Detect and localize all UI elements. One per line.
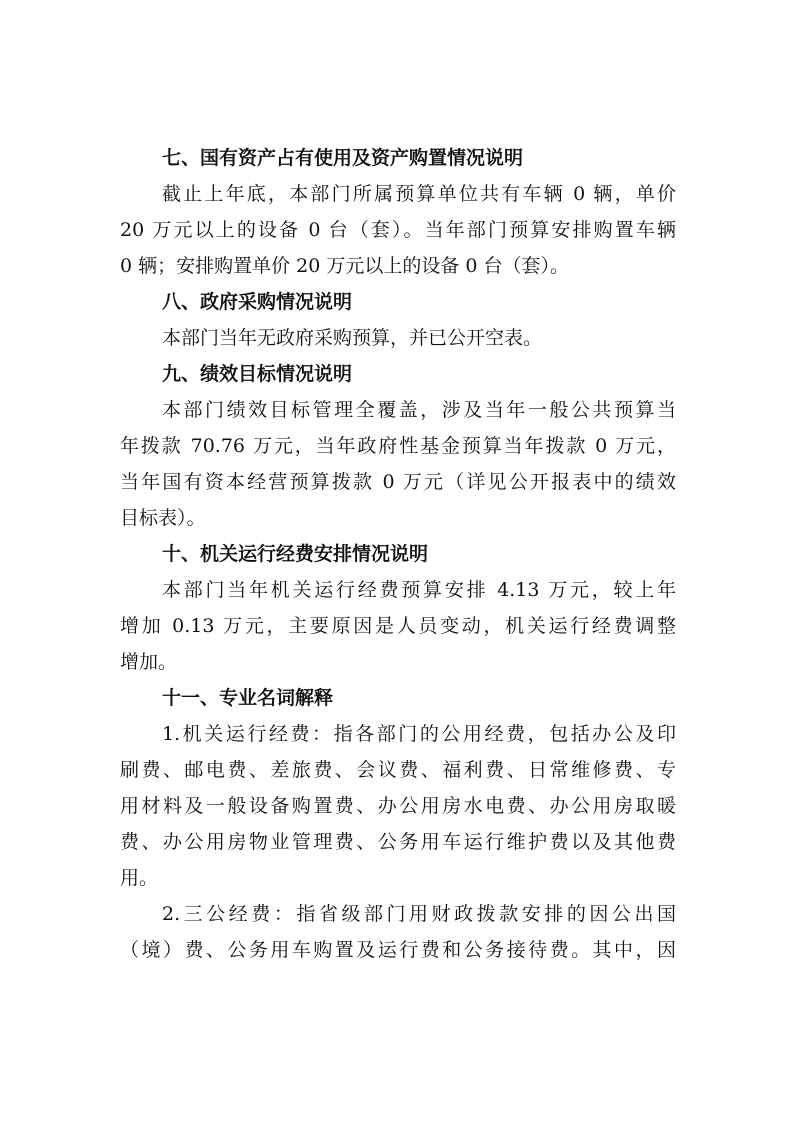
paragraph-line: 目标表）。 xyxy=(120,507,206,529)
paragraph-term-operating-funds xyxy=(120,716,676,896)
paragraph-line: 本部门当年机关运行经费预算安排 4.13 万元，较上年 xyxy=(162,579,676,601)
section-heading-assets: 七、国有资产占有使用及资产购置情况说明 xyxy=(162,147,524,169)
paragraph-line: 20 万元以上的设备 0 台（套）。当年部门预算安排购置车辆 xyxy=(120,219,676,241)
paragraph-procurement xyxy=(120,320,676,356)
paragraph-performance xyxy=(120,392,676,536)
section-heading-performance: 九、绩效目标情况说明 xyxy=(162,363,353,385)
section-heading-glossary: 十一、专业名词解释 xyxy=(162,687,334,709)
paragraph-line: 费、办公用房物业管理费、公务用车运行维护费以及其他费 xyxy=(120,831,676,853)
paragraph-line: 本部门绩效目标管理全覆盖，涉及当年一般公共预算当 xyxy=(162,399,676,421)
paragraph-line: 刷费、邮电费、差旅费、会议费、福利费、日常维修费、专 xyxy=(120,759,676,781)
paragraph-line: 2.三公经费：指省级部门用财政拨款安排的因公出国 xyxy=(162,903,676,925)
section-heading-procurement: 八、政府采购情况说明 xyxy=(162,291,353,313)
paragraph-term-three-public xyxy=(120,896,676,968)
paragraph-line: 用材料及一般设备购置费、办公用房水电费、办公用房取暖 xyxy=(120,795,676,817)
paragraph-line: 用。 xyxy=(120,867,159,889)
section-heading-operating-funds: 十、机关运行经费安排情况说明 xyxy=(162,543,429,565)
paragraph-line: 截止上年底，本部门所属预算单位共有车辆 0 辆，单价 xyxy=(162,183,676,205)
paragraph-line: 增加 0.13 万元，主要原因是人员变动，机关运行经费调整 xyxy=(120,615,676,637)
paragraph-line: 年拨款 70.76 万元，当年政府性基金预算当年拨款 0 万元， xyxy=(120,435,676,457)
paragraph-line: 本部门当年无政府采购预算，并已公开空表。 xyxy=(162,327,543,349)
paragraph-line: （境）费、公务用车购置及运行费和公务接待费。其中，因 xyxy=(120,939,676,961)
paragraph-assets xyxy=(120,176,676,284)
paragraph-operating-funds xyxy=(120,572,676,680)
paragraph-line: 0 辆；安排购置单价 20 万元以上的设备 0 台（套）。 xyxy=(120,255,570,277)
paragraph-line: 1.机关运行经费：指各部门的公用经费，包括办公及印 xyxy=(162,723,676,745)
paragraph-line: 当年国有资本经营预算拨款 0 万元（详见公开报表中的绩效 xyxy=(120,471,676,493)
paragraph-line: 增加。 xyxy=(120,651,178,673)
document-body xyxy=(120,140,676,968)
